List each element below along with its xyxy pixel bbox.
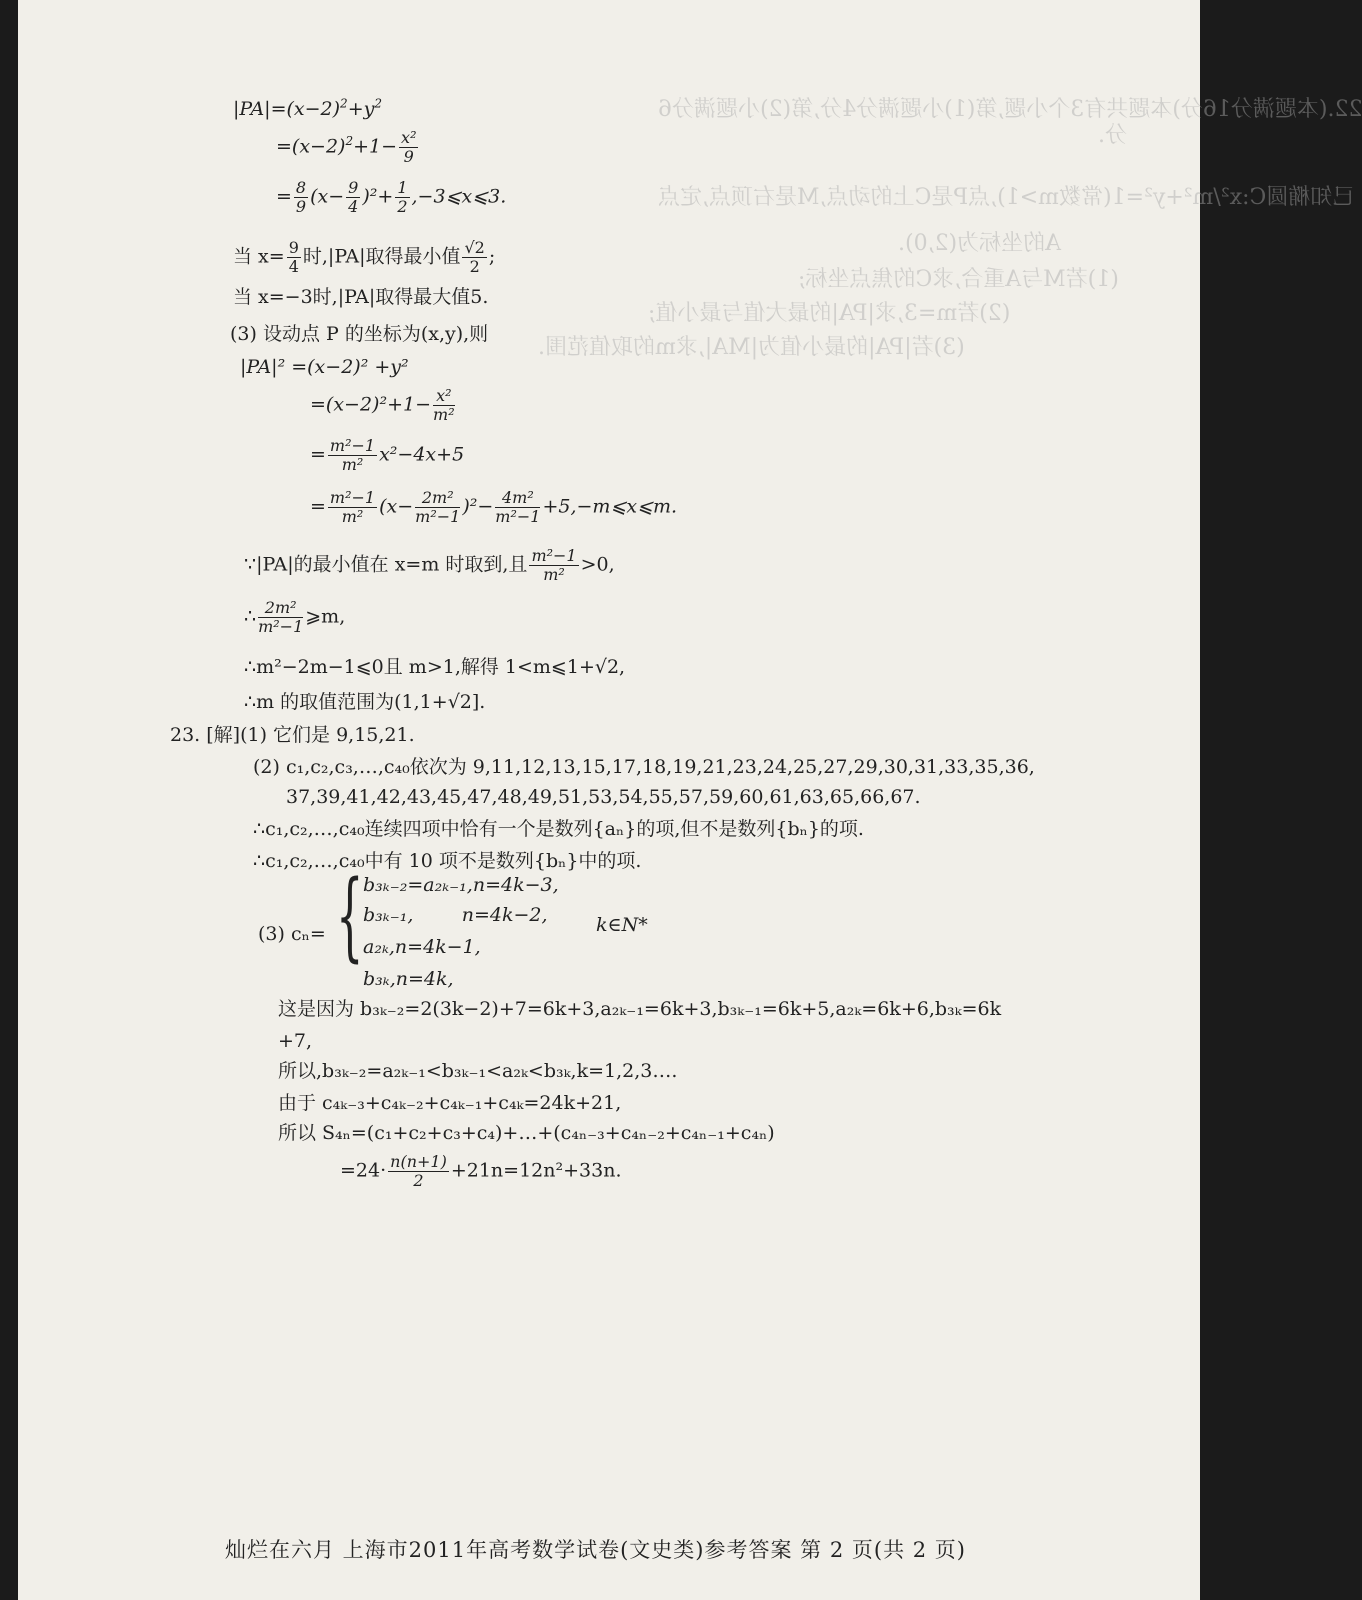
piecewise-case: b₃ₖ,n=4k, [363, 968, 454, 990]
solution-line: ∴ $\frac{\text{2m²}}{\text{m²−1}}$ ⩾m, [244, 598, 346, 636]
fraction: $\frac{\text{4m²}}{\text{m²−1}}$ [495, 488, 541, 526]
fraction: $\frac{\text{m²−1}}{\text{m²}}$ [329, 488, 376, 526]
fraction: $\frac{\text{m²−1}}{\text{m²}}$ [329, 436, 376, 474]
solution-line: $=(x-2)^2+1-$ $\frac{\text{x²}}{9}$ [276, 128, 417, 166]
fraction: $\frac{8}{9}$ [295, 178, 307, 216]
solution-line: 当 x= $\frac{9}{4}$ 时,|PA|取得最小值 $\frac{√2}{2}$ ; [233, 238, 496, 276]
fraction: $\frac{9}{4}$ [288, 238, 299, 276]
solution-line: ∵|PA|的最小值在 x=m 时取到,且 $\frac{\text{m²−1}}{\text{m²}}$ >0, [244, 546, 615, 584]
bleed-through-line: A的坐标为(2,0). [898, 231, 1062, 256]
solution-line: =(x−2)²+1− $\frac{\text{x²}}{\text{m²}}$ [310, 386, 455, 424]
fraction: $\frac{1}{2}$ [397, 178, 408, 216]
solution-line: 由于 c₄ₖ₋₃+c₄ₖ₋₂+c₄ₖ₋₁+c₄ₖ=24k+21, [278, 1092, 622, 1114]
solution-line: (3) 设动点 P 的坐标为(x,y),则 [230, 323, 489, 345]
fraction: $\frac{\text{2m²}}{\text{m²−1}}$ [258, 598, 304, 636]
piecewise-case: b₃ₖ₋₁, n=4k−2, [363, 904, 548, 926]
solution-line: 当 x=−3时,|PA|取得最大值5. [233, 286, 489, 308]
bleed-through-line: 已知椭圆C:x²/m²+y²=1(常数m>1),点P是C上的动点,M是右顶点,定点 [658, 185, 1355, 210]
solution-line: +7, [278, 1030, 313, 1052]
bleed-through-line: (3)若|PA|的最小值为|MA|,求m的取值范围. [538, 335, 965, 360]
fraction: $\frac{\text{x²}}{\text{m²}}$ [433, 386, 455, 424]
solution-line: 23. [解](1) 它们是 9,15,21. [170, 724, 415, 746]
piecewise-condition: k∈N* [596, 914, 648, 936]
fraction: $\frac{\text{m²−1}}{\text{m²}}$ [531, 546, 577, 584]
solution-line: ∴m 的取值范围为(1,1+√2]. [244, 691, 486, 713]
solution-line: 所以 S₄ₙ=(c₁+c₂+c₃+c₄)+…+(c₄ₙ₋₃+c₄ₙ₋₂+c₄ₙ₋₁+c₄ₙ) [278, 1122, 775, 1144]
fraction: $\frac{\text{x²}}{9}$ [401, 128, 417, 166]
solution-line: 所以,b₃ₖ₋₂=a₂ₖ₋₁<b₃ₖ₋₁<a₂ₖ<b₃ₖ,k=1,2,3…. [278, 1060, 678, 1082]
solution-line: (2) c₁,c₂,c₃,…,c₄₀依次为 9,11,12,13,15,17,18,19,21,23,24,25,27,29,30,31,33,35,36, [253, 756, 1035, 778]
answer-sheet-page [18, 0, 1362, 1600]
solution-line: = $\frac{\text{m²−1}}{\text{m²}}$ x²−4x+5 [310, 436, 465, 474]
bleed-through-line: (2)若m=3,求|PA|的最大值与最小值; [648, 301, 1011, 326]
piecewise-label: (3) cₙ= [258, 923, 326, 945]
solution-line: $|PA|=(x-2)^2+y^2$ [233, 96, 382, 120]
page-footer: 灿烂在六月 上海市2011年高考数学试卷(文史类)参考答案 第 2 页(共 2 页) [225, 1538, 966, 1562]
fraction: $\frac{9}{4}$ [348, 178, 359, 216]
solution-line: = $\frac{8}{9}$ (x− $\frac{9}{4}$ )²+ $\frac{1}{2}$ ,−3⩽x⩽3. [276, 178, 507, 216]
solution-line: ∴c₁,c₂,…,c₄₀中有 10 项不是数列{bₙ}中的项. [253, 850, 642, 872]
piecewise-case: a₂ₖ,n=4k−1, [363, 936, 481, 958]
fraction: $\frac{\text{2m²}}{\text{m²−1}}$ [415, 488, 461, 526]
solution-line: |PA|² =(x−2)² +y² [240, 356, 409, 378]
fraction: $\frac{√2}{2}$ [464, 238, 485, 276]
piecewise-case: b₃ₖ₋₂=a₂ₖ₋₁,n=4k−3, [363, 874, 559, 896]
solution-line: 这是因为 b₃ₖ₋₂=2(3k−2)+7=6k+3,a₂ₖ₋₁=6k+3,b₃ₖ₋₁=6k+5,a₂ₖ=6k+6,b₃ₖ=6k [278, 998, 1002, 1020]
bleed-through-line: 22.(本题满分16分)本题共有3个小题,第(1)小题满分4分,第(2)小题满分6 [658, 97, 1362, 122]
solution-line: ∴m²−2m−1⩽0且 m>1,解得 1<m⩽1+√2, [244, 656, 626, 678]
left-brace: { [336, 860, 364, 972]
fraction: $\frac{n(n+1)}{2}$ [390, 1152, 447, 1190]
solution-line: 37,39,41,42,43,45,47,48,49,51,53,54,55,57,59,60,61,63,65,66,67. [286, 786, 921, 808]
bleed-through-line: 分. [1098, 123, 1127, 148]
solution-line: =24· $\frac{n(n+1)}{2}$ +21n=12n²+33n. [340, 1152, 622, 1190]
solution-line: ∴c₁,c₂,…,c₄₀连续四项中恰有一个是数列{aₙ}的项,但不是数列{bₙ}的项. [253, 818, 864, 840]
solution-line: = $\frac{\text{m²−1}}{\text{m²}}$ (x− $\frac{\text{2m²}}{\text{m²−1}}$ )²− $\frac{\text{4m²}}{\text{m²−1}}$ +5,−m⩽x⩽m. [310, 488, 678, 526]
bleed-through-line: (1)若M与A重合,求C的焦点坐标; [798, 267, 1119, 292]
